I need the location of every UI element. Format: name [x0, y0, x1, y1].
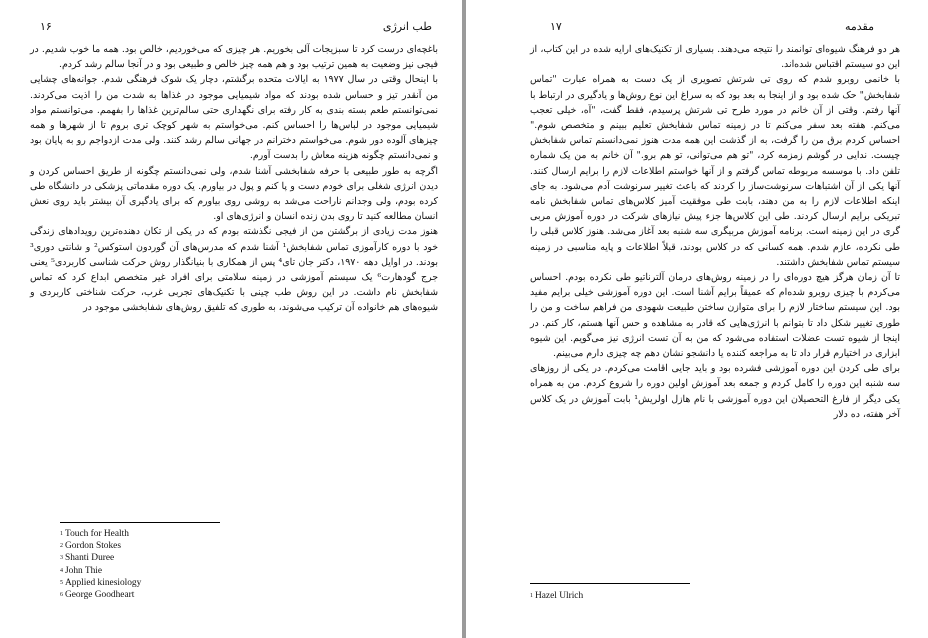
paragraph: برای طی کردن این دوره آموزشی فشرده بود و باید جایی اقامت می‌کردم. در یکی از روزهای سه شنبه این دوره را کامل کردم و جمعه بعد آموزش اولین دوره را شروع کردم. من به همراه یکی دیگر از فارغ التحصیلان این دوره آموزشی با نام هازل اولریش¹ بابت آموزش در یک کلاس آخر هفته، ده دلار [530, 363, 901, 420]
footnote [60, 565, 141, 577]
footnote-number: 1 [530, 593, 533, 599]
paragraph: هنوز مدت زیادی از برگشتن من از فیجی نگذشته بودم که در یکی از تکان دهنده‌ترین رویدادهای زندگی خود با دوره کارآموزی تماس شفابخش¹ آشنا شدم که مدرس‌های آن گوردون استوکس² و شانتی دوری³ بودند. در اوایل دهه ۱۹۷۰، دکتر جان تای⁴ پس از همکاری با بنیانگذار روش حرکت شناسی کاربردی⁵ یعنی جرج گودهارت⁶ یک سیستم آموزشی در زمینه سلامتی برای افراد غیر متخصص ابداع کرد که تماس شفابخش نام داشت. در این روش طب چینی با تکنیک‌های تجربی غرب، حرکت شناختی کاربردی و شیوه‌های هم خانواده آن ترکیب می‌شوند، به طوری که تلفیق روش‌های شفابخشی موجود در [30, 226, 439, 314]
footnote [60, 577, 141, 589]
footnotes [530, 590, 583, 602]
footnote [60, 528, 141, 540]
right-page [466, 0, 928, 638]
footnote-text: Shanti Duree [65, 553, 115, 564]
footnote-number: 4 [60, 567, 63, 574]
footnote-text: Touch for Health [65, 529, 129, 539]
paragraph: تا آن زمان هرگز هیچ دوره‌ای را در زمینه روش‌های درمان آلترناتیو طی نکرده بودم. احساس می‌کردم با چیزی روبرو شده‌ام که عمیقاً برایم آشنا است. این دوره آموزشی خیلی برایم مفید بود. این سیستم ساختار لازم را برای متوازن ساختن طبیعت شهودی من فراهم ساخت و من را طوری تغییر شکل داد تا بتوانم با انرژی‌هایی که قادر به مشاهده و حس آنها هستم، کار کنم. در اینجا از شیوه تست عضلات استفاده می‌شود که من به آن تست انرژی نیز می‌گویم. این شیوه ابزاری در اختیارم قرار داد تا به مراجعه کننده یا دانشجو نشان دهم چه چیزی دارم می‌بینم. [530, 272, 900, 360]
footnote-number: 3 [60, 555, 63, 562]
footnote [60, 540, 141, 552]
footnote [60, 552, 141, 564]
footnote-number: 5 [60, 579, 63, 586]
footnote [60, 589, 141, 601]
footnotes [60, 528, 141, 601]
footnote-text: Applied kinesiology [65, 577, 142, 588]
footnote-number: 6 [60, 592, 63, 599]
paragraph: با اینحال وقتی در سال ۱۹۷۷ به ایالات متحده برگشتم، دچار یک شوک فرهنگی شدم. جوانه‌های چشایی من آنقدر تیز و حساس شده بودند که مواد شیمیایی موجود در غذاها به شدت من را اذیت می‌کردند. نمی‌توانستم طعم بسته بندی به کار رفته برای نگهداری حتی سالم‌ترین غذاها را بفهمم. می‌توانستم مواد شیمیایی موجود در لباس‌ها را احساس کنم. می‌خواستم به شهر کوچک تری بروم تا از شهرها و همه چیزهای آلوده دور شوم. می‌خواستم دخترانم در جهانی سالم رشد کنند. ولی مدت ازدواجم رو به پایان بود و نمی‌دانستم چگونه هزینه معاش را بدست آورم. [30, 74, 438, 162]
body-text [30, 42, 438, 316]
paragraph: اگرچه به طور طبیعی با حرفه شفابخشی آشنا شدم، ولی نمی‌دانستم چگونه از طریق احساس کردن و دیدن انرژی شغلی برای خودم دست و پا کنم و پول در بیاورم. یک دوره مقدماتی پزشکی در دانشگاه طی کرده بودم، ولی وجدانم ناراحت می‌شد به روشی روی بیاورم که برای یادگیری آن بیشتر باید روی نعش انسان مطالعه کنید تا روی بدن زنده انسان و انرژی‌های او. [30, 165, 438, 223]
footnote-number: 2 [60, 543, 63, 550]
footnote-text: George Goodheart [65, 590, 135, 601]
footnote-rule [60, 522, 220, 523]
body-text [530, 42, 900, 422]
footnote-text: Hazel Ulrich [535, 591, 584, 601]
left-page [0, 0, 462, 638]
running-header-title: طب انرژی [382, 20, 432, 33]
footnote-text: John Thie [65, 565, 103, 576]
running-header-title: مقدمه [844, 20, 874, 33]
paragraph: باغچه‌ای درست کرد تا سبزیجات آلی بخوریم. هر چیزی که می‌خوردیم، خالص بود. همه ما خوب شدیم. در فیجی نیز وضعیت به همین ترتیب بود و هم همه چیز خالص و طبیعی بود و در آنجا سالم رشد کردم. [30, 44, 438, 71]
page-number: ۱۶ [40, 20, 52, 33]
footnote [530, 590, 583, 602]
paragraph: هر دو فرهنگ شیوه‌ای توانمند را نتیجه می‌دهند. بسیاری از تکنیک‌های ارایه شده در این کتاب، از این دو سیستم اقتباس شده‌اند. [530, 44, 900, 71]
footnote-text: Gordon Stokes [65, 541, 121, 552]
paragraph: با خانمی روبرو شدم که روی تی شرتش تصویری از یک دست به همراه عبارت "تماس شفابخش" حک شده بود و از اینجا به بعد بود که به سراغ این نوع روش‌ها و یادگیری در ارتباط با آنها رفتم. وقتی از آن خانم در مورد طرح تی شرتش پرسیدم، فقط گفت، "آه، خیلی تعجب می‌کنم. هفته بعد سفر می‌کنم تا در زمینه تماس شفابخش تعلیم ببینم و متخصص شوم." احساس کردم برق من را گرفت، به از گذشت این همه مدت هنوز نمی‌دانستم تماس شفابخش چیست. ندایی در گوشم زمزمه کرد، "تو هم می‌توانی، تو هم برو." آن خانم به من یک شماره تلفن داد. با موسسه مربوطه تماس گرفتم و از آنها خواستم اطلاعات لازم را برایم ارسال کنند. آنها یکی از آن اشتباهات سرنوشت‌ساز را کردند که باعث تغییر سرنوشت آدم می‌شود. به جای اینکه اطلاعات لازم را به من دهند، بابت طی موفقیت آمیز کلاس‌های تماس شفابخش نامه تبریکی برایم ارسال کردند. طی این کلاس‌ها جزء پیش نیازهای شرکت در دوره آموزش مربی گری در این زمینه است. برنامه آموزش مربیگری سه شنبه بعد آغاز می‌شد. هنوز کلاس قبلی را طی نکرده، عازم شدم. همه کسانی که در کلاس بودند، قبلاً اطلاعات و پایه مناسبی در زمینه سیستم تماس شفابخش داشتند. [530, 74, 900, 268]
footnote-number: 1 [60, 531, 63, 537]
footnote-rule [530, 583, 690, 584]
page-number: ۱۷ [550, 20, 562, 33]
